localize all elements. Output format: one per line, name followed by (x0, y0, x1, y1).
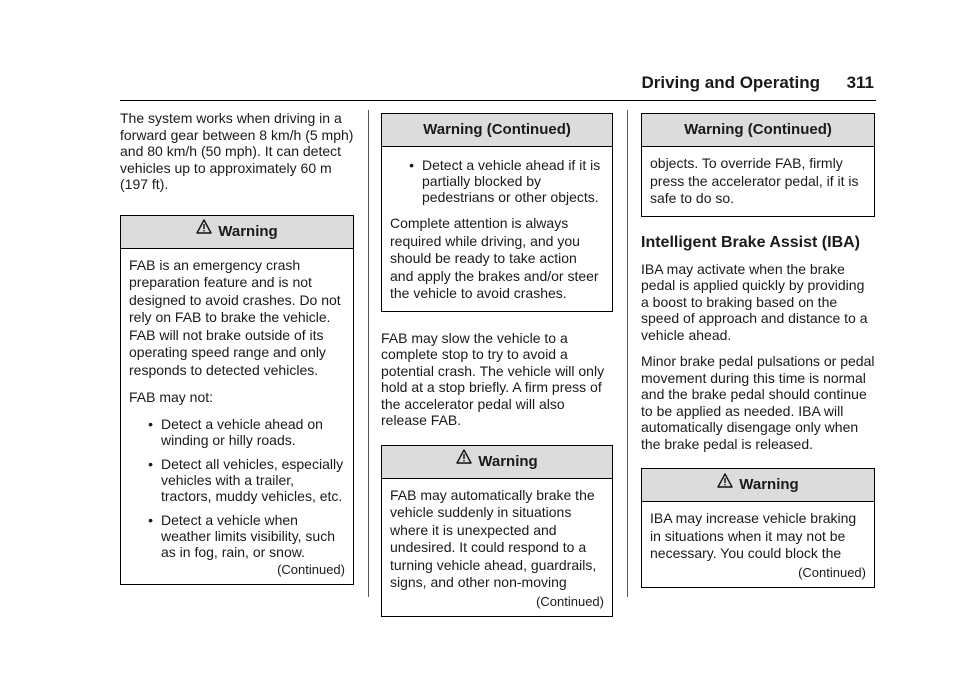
warning-continued-box (641, 113, 875, 217)
list-item-text: Detect all vehicles, especially vehicles with a trailer, tractors, muddy vehicles, etc. (161, 455, 344, 504)
warning-triangle-icon (717, 468, 733, 500)
warning-header: Warning (Continued) (642, 114, 874, 147)
continued-label: (Continued) (277, 561, 345, 577)
intro-paragraph: The system works when driving in a forward gear between 8 km/h (5 mph) and 80 km/h (50 mph). It can detect vehicles up to approximately 60 m (197 ft). (120, 110, 354, 192)
warning-triangle-icon (196, 214, 212, 246)
column-3 (641, 110, 875, 588)
warning-header (121, 216, 353, 249)
warning-title: Warning (478, 452, 538, 470)
warning-box (120, 215, 354, 585)
list-item-text: Detect a vehicle ahead if it is partially blocked by pedestrians or other objects. (422, 157, 601, 205)
bullet-icon: • (409, 157, 414, 173)
list-item-text: Detect a vehicle ahead on winding or hilly roads. (161, 415, 323, 448)
warning-box (641, 468, 875, 588)
bullet-icon: • (148, 455, 153, 472)
column-2 (381, 110, 613, 617)
warning-body: FAB is an emergency crash preparation feature and is not designed to avoid crashes. Do not rely on FAB to brake the vehicle. FAB will not brake outside of its operating speed range and only responds to detected vehicles. (129, 256, 341, 378)
warning-title: Warning (218, 222, 278, 240)
body-paragraph: FAB may slow the vehicle to a complete stop to try to avoid a potential crash. The vehicle will only hold at a stop briefly. A firm press of the accelerator pedal will also release FAB. (381, 329, 605, 428)
list-item (129, 416, 345, 448)
column-1 (120, 110, 354, 585)
warning-header (382, 446, 612, 479)
page-header (120, 72, 876, 101)
body-paragraph: IBA may activate when the brake pedal is applied quickly by providing a boost to braking based on the speed of approach and distance to a vehicle ahead. (641, 260, 868, 343)
warning-header (642, 469, 874, 502)
warning-body: objects. To override FAB, firmly press the accelerator pedal, if it is safe to do so. (650, 155, 859, 206)
bullet-icon: • (148, 511, 153, 528)
warning-title: Warning (739, 476, 799, 493)
list-item (390, 157, 604, 205)
section-heading: Intelligent Brake Assist (IBA) (641, 233, 861, 251)
warning-body: FAB may automatically brake the vehicle suddenly in situations where it is unexpected and undesired. It could respond to a turning vehicle ahead, guardrails, signs, and other non-moving (390, 486, 597, 590)
column-divider-2 (627, 110, 628, 597)
continued-label: (Continued) (798, 564, 866, 580)
warning-body: IBA may increase vehicle braking in situations when it may not be necessary. You could block the (650, 510, 857, 561)
section-title: Driving and Operating (641, 73, 820, 92)
warning-triangle-icon (456, 444, 472, 476)
warning-lead: FAB may not: (129, 389, 214, 405)
list-item (129, 512, 345, 560)
column-divider-1 (368, 110, 369, 597)
warning-header: Warning (Continued) (382, 114, 612, 147)
continued-label: (Continued) (536, 593, 604, 609)
bullet-icon: • (148, 415, 153, 432)
list-item-text: Detect a vehicle when weather limits visibility, such as in fog, rain, or snow. (161, 511, 336, 560)
body-paragraph: Minor brake pedal pulsations or pedal movement during this time is normal and the brake pedal should continue to be applied as needed. IBA will automatically disengage only when the brake pedal is released. (641, 353, 875, 452)
warning-body: Complete attention is always required while driving, and you should be ready to take action and apply the brakes and/or steer the vehicle to avoid crashes. (390, 215, 599, 301)
list-item (129, 456, 345, 504)
page-number: 311 (846, 73, 874, 92)
warning-continued-box (381, 113, 613, 312)
warning-box (381, 445, 613, 617)
